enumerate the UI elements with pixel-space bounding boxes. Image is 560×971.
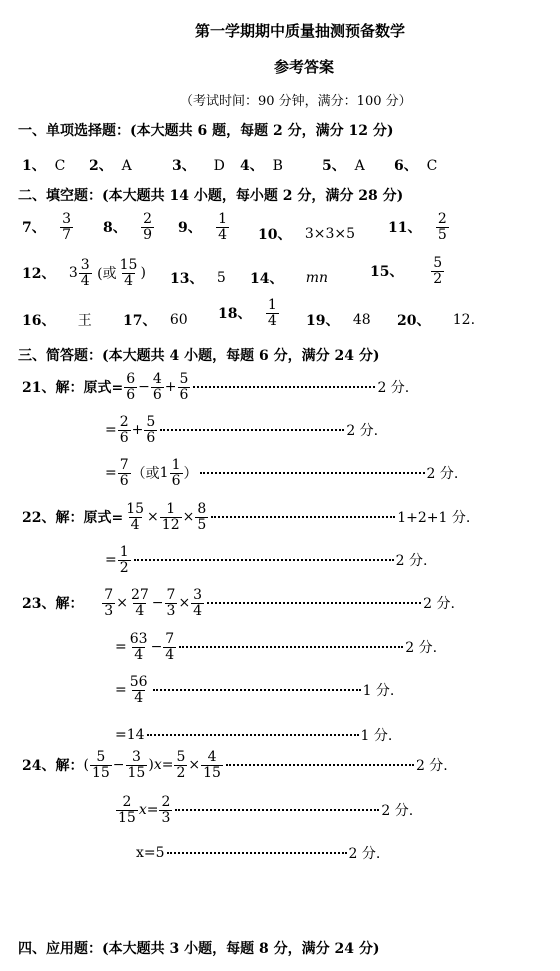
q24-l1-a-num: 5 (96, 749, 106, 765)
q23-l1-frac-e (191, 588, 204, 618)
q24-l3-value: x=5 (136, 845, 165, 861)
q23-l1-op2: − (151, 595, 164, 612)
q24-l2-a-den: 15 (118, 809, 136, 826)
q23-l3-den: 4 (134, 689, 144, 706)
q19-number: 19、 (306, 313, 340, 329)
q2-number: 2、 (89, 158, 113, 174)
q17-answer: 60 (169, 312, 188, 328)
section1-heading: 一、单项选择题：(本大题共 6 题，每题 2 分，满分 12 分) (18, 123, 394, 139)
q21-l2-b-den: 6 (146, 429, 156, 446)
q23-l2-a-den: 4 (134, 646, 144, 663)
q21-l1-b-num: 4 (152, 371, 162, 387)
q15-item (370, 256, 445, 286)
q22-l2-leader (134, 559, 394, 561)
q24-l1-b-num: 3 (131, 749, 141, 765)
q22-l1-b-den: 12 (161, 516, 180, 533)
q24-l2-frac-b (159, 795, 172, 825)
q21-l1-leader (193, 386, 375, 388)
q16-answer: 王 (77, 313, 92, 329)
q5-answer: A (354, 158, 365, 174)
q12-alt-numerator: 15 (119, 257, 138, 273)
q23-l2-eq: = (115, 639, 127, 656)
q18-numerator: 1 (267, 297, 277, 313)
q23-l1-a-num: 7 (104, 587, 114, 603)
q21-l3-score: 2 分. (426, 466, 459, 483)
q21-l3-eq: = (105, 465, 117, 482)
q19-item (306, 310, 371, 330)
q9-numerator: 1 (218, 211, 228, 227)
q24-l1-close-paren: ) (148, 757, 154, 774)
q10-number: 10、 (258, 227, 292, 243)
q23-l2-frac-b (163, 632, 176, 662)
q20-item (397, 310, 475, 330)
q22-l1-frac-b (160, 502, 182, 532)
q24-l2-b-num: 2 (161, 794, 171, 810)
q9-fraction (216, 212, 229, 242)
q16-item (22, 310, 92, 330)
q20-number: 20、 (397, 313, 431, 329)
q21-l2-op: + (131, 422, 144, 439)
q18-item (218, 298, 280, 328)
q24-line3 (136, 843, 380, 863)
q24-l1-e-den: 15 (203, 764, 221, 781)
q22-l2-frac (118, 545, 131, 575)
q21-l1-op1: − (138, 379, 150, 396)
q12-number: 12、 (22, 266, 56, 283)
q24-l1-frac-a (90, 750, 112, 780)
q23-l1-e-den: 4 (193, 602, 203, 619)
q23-line1 (22, 588, 455, 618)
q11-fraction (436, 212, 449, 242)
q24-l1-op2: × (188, 757, 201, 774)
q21-l1-a-num: 6 (126, 371, 136, 387)
q21-l3-a-den: 6 (119, 472, 129, 489)
q22-l2-num: 1 (119, 544, 129, 560)
q21-l3-whole: 1 (159, 465, 169, 482)
q21-l2-eq: = (105, 422, 117, 439)
q23-l1-leader (207, 602, 421, 604)
q18-fraction (266, 298, 279, 328)
q7-number: 7、 (22, 220, 46, 237)
q23-line3 (115, 675, 394, 705)
q21-l3-b-den: 6 (171, 472, 181, 489)
q1-answer: C (54, 158, 66, 174)
q24-l1-b-den: 15 (127, 764, 146, 781)
q1-number: 1、 (22, 158, 46, 174)
q6-number: 6、 (394, 158, 418, 174)
q21-l1-c-den: 6 (179, 386, 189, 403)
q20-answer: 12. (452, 312, 476, 328)
q7-denominator: 7 (62, 226, 72, 243)
q24-line2 (115, 795, 413, 825)
q21-l3-b-num: 1 (171, 457, 181, 473)
q12-alt-denominator: 4 (124, 272, 133, 289)
q23-l1-c-den: 3 (166, 602, 176, 619)
q23-l2-b-num: 7 (165, 631, 175, 647)
q21-l3-leader (200, 472, 425, 474)
q24-l2-score: 2 分. (381, 803, 414, 820)
q23-label: 23、解： (22, 596, 84, 613)
q14-item (250, 268, 328, 288)
q21-l2-score: 2 分. (346, 423, 379, 440)
q24-l3-score: 2 分. (348, 846, 381, 862)
q2-answer: A (121, 158, 132, 174)
q23-line4 (115, 725, 392, 745)
q21-l2-leader (160, 429, 344, 431)
q24-l1-frac-c (174, 750, 187, 780)
q21-l2-b-num: 5 (146, 414, 156, 430)
q8-number: 8、 (103, 220, 127, 237)
q22-line2 (105, 545, 427, 575)
q21-line2 (105, 415, 378, 445)
q8-denominator: 9 (143, 226, 153, 243)
q12-fraction (79, 258, 92, 288)
q12-alt-fraction (118, 258, 140, 288)
q21-l3-frac-a (118, 458, 131, 488)
q15-denominator: 2 (433, 270, 443, 287)
q22-l1-a-den: 4 (130, 516, 140, 533)
q21-l1-frac-a (124, 372, 137, 402)
q7-numerator: 3 (62, 211, 72, 227)
q17-number: 17、 (123, 313, 157, 329)
q23-l1-frac-c (165, 588, 178, 618)
q22-l2-den: 2 (119, 559, 129, 576)
q11-numerator: 2 (437, 211, 447, 227)
section3-heading: 三、简答题：(本大题共 4 小题，每题 6 分，满分 24 分) (18, 348, 380, 364)
q21-line1 (22, 372, 409, 402)
q3-answer: D (213, 158, 225, 174)
q23-l2-score: 2 分. (405, 640, 438, 657)
page-title: 第一学期期中质量抽测预备数学 (195, 22, 406, 40)
q21-line3 (105, 458, 458, 488)
q4-answer: B (272, 158, 283, 174)
q21-l2-a-num: 2 (119, 414, 129, 430)
q24-l2-eq: = (146, 802, 159, 819)
q19-answer: 48 (352, 312, 371, 328)
q21-l1-frac-b (151, 372, 164, 402)
q24-l1-eq: = (161, 757, 174, 774)
q21-l3-frac-b (170, 458, 183, 488)
q14-number: 14、 (250, 271, 284, 287)
q22-line1 (22, 502, 470, 532)
q24-l1-score: 2 分. (415, 758, 448, 775)
q21-l1-frac-c (178, 372, 191, 402)
q9-item (178, 212, 230, 242)
q24-l1-a-den: 15 (91, 764, 110, 781)
exam-info: （考试时间：90 分钟，满分：100 分） (180, 94, 412, 109)
q14-answer: mn (305, 270, 329, 286)
section2-heading: 二、填空题：(本大题共 14 小题，每小题 2 分，满分 28 分) (18, 188, 404, 204)
q23-l1-op3: × (178, 595, 191, 612)
q23-l3-leader (153, 689, 361, 691)
q11-denominator: 5 (437, 226, 447, 243)
q22-l1-leader (211, 516, 395, 518)
q23-l2-a-num: 63 (129, 631, 148, 647)
q18-denominator: 4 (267, 312, 277, 329)
q4-number: 4、 (240, 158, 264, 174)
q8-fraction (141, 212, 154, 242)
q3-number: 3、 (172, 158, 196, 174)
q21-l1-b-den: 6 (152, 386, 162, 403)
q22-l1-op1: × (147, 509, 159, 526)
q9-denominator: 4 (218, 226, 228, 243)
q24-l1-frac-e (201, 750, 223, 780)
q16-number: 16、 (22, 313, 56, 329)
q21-l1-c-num: 5 (179, 371, 189, 387)
q21-l1-a-den: 6 (126, 386, 136, 403)
q12-numerator: 3 (80, 257, 90, 273)
q24-l2-frac-a (116, 795, 138, 825)
q24-l1-frac-b (126, 750, 148, 780)
q23-l1-e-num: 3 (193, 587, 203, 603)
q15-number: 15、 (370, 264, 404, 281)
q21-l3-alt-open: （或 (131, 466, 160, 483)
q24-l1-c-num: 5 (176, 749, 186, 765)
q22-l1-score: 1+2+1 分. (397, 510, 471, 527)
q24-l1-leader (226, 764, 414, 766)
q21-l3-alt-close: ） (183, 466, 198, 483)
q21-l1-score: 2 分. (377, 380, 410, 397)
q11-number: 11、 (388, 220, 422, 237)
q23-l1-b-num: 27 (130, 587, 149, 603)
q24-l2-leader (175, 809, 379, 811)
q23-l2-op: − (150, 639, 163, 656)
q11-item (388, 212, 450, 242)
q24-l1-c-den: 2 (176, 764, 186, 781)
q23-l4-value: =14 (115, 727, 145, 743)
q23-l3-num: 56 (129, 674, 148, 690)
q17-item (123, 310, 188, 330)
q24-l1-e-num: 4 (207, 749, 217, 765)
q10-answer: 3×3×5 (304, 226, 356, 242)
q23-l1-score: 2 分. (423, 596, 455, 613)
q22-l2-score: 2 分. (395, 553, 428, 570)
q23-l1-b-den: 4 (135, 602, 145, 619)
q21-label: 21、解：原式= (22, 380, 124, 397)
q24-l3-leader (167, 852, 347, 854)
q23-l3-frac (128, 675, 150, 705)
q22-l2-eq: = (105, 552, 117, 569)
q23-l1-op1: × (116, 595, 128, 612)
q24-label: 24、解： (22, 758, 84, 775)
q10-item (258, 224, 355, 244)
q5-number: 5、 (322, 158, 346, 174)
q23-l2-b-den: 4 (165, 646, 175, 663)
q15-fraction (431, 256, 444, 286)
q7-fraction (60, 212, 73, 242)
q21-l3-a-num: 7 (119, 457, 129, 473)
q18-number: 18、 (218, 306, 252, 323)
q23-l2-frac-a (128, 632, 150, 662)
q12-alt-open: (或 (97, 266, 117, 283)
q23-l4-score: 1 分. (360, 728, 393, 744)
q12-denominator: 4 (80, 272, 90, 289)
q6-answer: C (426, 158, 438, 174)
q9-number: 9、 (178, 220, 202, 237)
q22-l1-c-den: 5 (197, 516, 207, 533)
q23-line2 (115, 632, 437, 662)
q8-item (103, 212, 155, 242)
q23-l1-c-num: 7 (166, 587, 176, 603)
q23-l1-frac-a (102, 588, 115, 618)
q22-l1-c-num: 8 (197, 501, 207, 517)
q24-l1-op1: − (112, 757, 125, 774)
q8-numerator: 2 (143, 211, 153, 227)
q22-label: 22、解：原式= (22, 510, 124, 527)
q24-l2-variable: x (138, 802, 147, 819)
q13-answer: 5 (216, 270, 226, 286)
q23-l1-a-den: 3 (104, 602, 114, 619)
q24-line1 (22, 750, 448, 780)
q23-l2-leader (179, 646, 403, 648)
q12-whole: 3 (68, 265, 78, 282)
q23-l4-leader (147, 734, 359, 736)
q7-item (22, 212, 74, 242)
q23-l1-frac-b (129, 588, 151, 618)
q22-l1-b-num: 1 (166, 501, 176, 517)
q24-l1-variable: x (153, 757, 162, 774)
q13-item (170, 268, 226, 288)
q12-alt-close: ) (140, 265, 146, 282)
q24-l1-open-paren: ( (83, 757, 89, 774)
q23-l3-eq: = (115, 682, 127, 699)
q24-l2-a-num: 2 (122, 794, 132, 810)
q12-item (22, 258, 146, 288)
q21-l2-a-den: 6 (119, 429, 129, 446)
section4-heading: 四、应用题：(本大题共 3 小题，每题 8 分，满分 24 分) (18, 941, 380, 957)
q21-l2-frac-a (118, 415, 131, 445)
q21-l2-frac-b (144, 415, 157, 445)
page-subtitle: 参考答案 (274, 58, 335, 76)
q23-l3-score: 1 分. (362, 683, 395, 700)
q15-numerator: 5 (433, 255, 443, 271)
q21-l1-op2: + (164, 379, 177, 396)
q22-l1-op2: × (182, 509, 195, 526)
q22-l1-frac-c (195, 502, 208, 532)
q13-number: 13、 (170, 271, 204, 287)
q22-l1-a-num: 15 (126, 501, 145, 517)
q22-l1-frac-a (124, 502, 146, 532)
q24-l2-b-den: 3 (161, 809, 171, 826)
